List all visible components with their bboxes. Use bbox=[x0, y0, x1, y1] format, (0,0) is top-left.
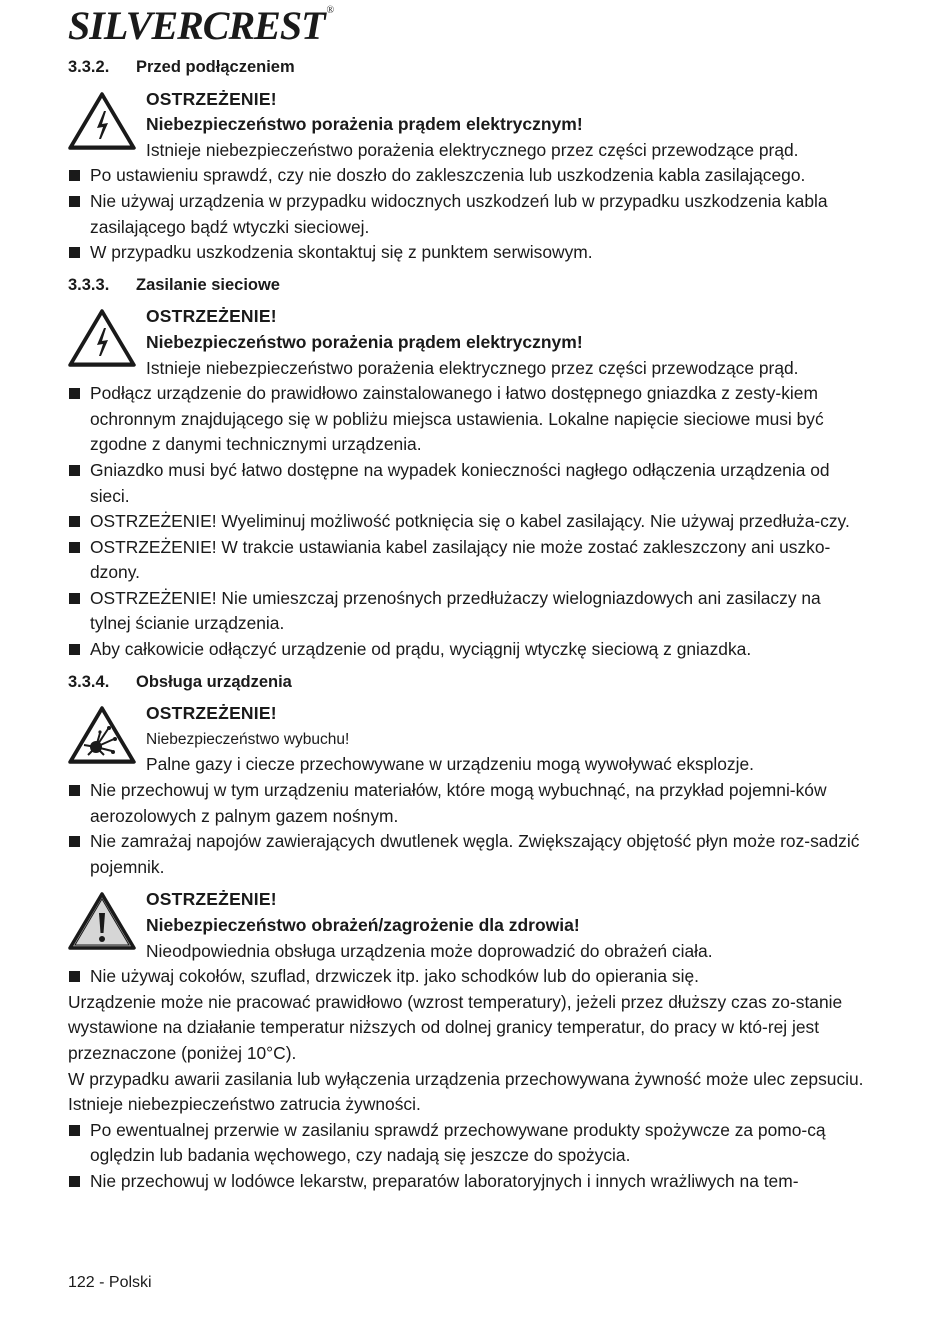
list-item: Gniazdko musi być łatwo dostępne na wypadek konieczności nagłego odłączenia urządzenia od sieci. bbox=[68, 458, 864, 509]
list-item: Nie używaj cokołów, szuflad, drzwiczek itp. jako schodków lub do opierania się. bbox=[68, 964, 864, 990]
electric-shock-warning-icon bbox=[68, 308, 136, 368]
warning-block bbox=[68, 701, 864, 778]
general-warning-icon bbox=[68, 891, 136, 951]
list-item: Nie przechowuj w tym urządzeniu materiałów, które mogą wybuchnąć, na przykład pojemni-ków aerozolowych z palnym gazem nośnym. bbox=[68, 778, 864, 829]
warning-title: OSTRZEŻENIE! bbox=[146, 703, 277, 724]
electric-shock-warning-icon bbox=[68, 91, 136, 151]
warning-text: Nieodpowiednia obsługa urządzenia może doprowadzić do obrażeń ciała. bbox=[146, 940, 713, 961]
list-item: Nie zamrażaj napojów zawierających dwutlenek węgla. Zwiększający objętość płyn może roz-sadzić pojemnik. bbox=[68, 829, 864, 880]
section-number: 3.3.4. bbox=[68, 672, 110, 691]
list-item: Nie przechowuj w lodówce lekarstw, preparatów laboratoryjnych i innych wrażliwych na tem- bbox=[68, 1169, 864, 1195]
bullet-list bbox=[68, 1118, 864, 1195]
explosion-warning-icon bbox=[68, 705, 136, 765]
warning-text: Istnieje niebezpieczeństwo porażenia elektrycznego przez części przewodzące prąd. bbox=[146, 357, 799, 378]
section-title: Przed podłączeniem bbox=[136, 58, 295, 76]
page-footer: 122 - Polski bbox=[68, 1274, 152, 1291]
paragraph: W przypadku awarii zasilania lub wyłączenia urządzenia przechowywana żywność może ulec zepsuciu. Istnieje niebezpieczeństwo zatrucia żywności. bbox=[68, 1068, 864, 1115]
paragraph: Urządzenie może nie pracować prawidłowo (wzrost temperatury), jeżeli przez dłuższy czas zo-stanie wystawione na działanie temperatur niższych od dolnej granicy temperatur, do pracy w któ-rej jest przeznaczone (poniżej 10°C). bbox=[68, 991, 843, 1063]
warning-block bbox=[68, 887, 864, 964]
list-item: Po ustawieniu sprawdź, czy nie doszło do zakleszczenia lub uszkodzenia kabla zasilającego. bbox=[68, 163, 864, 189]
warning-text: Istnieje niebezpieczeństwo porażenia elektrycznego przez części przewodzące prąd. bbox=[146, 139, 799, 160]
bullet-list bbox=[68, 163, 864, 265]
warning-subtitle: Niebezpieczeństwo porażenia prądem elektrycznym! bbox=[146, 114, 583, 135]
warning-block bbox=[68, 304, 864, 381]
section-title: Obsługa urządzenia bbox=[136, 672, 292, 691]
list-item: Podłącz urządzenie do prawidłowo zainstalowanego i łatwo dostępnego gniazdka z zesty-kiem ochronnym znajdującego się w pobliżu miejsca ustawienia. Lokalne napięcie sieciowe musi być zgodne z danymi technicznymi urządzenia. bbox=[68, 381, 864, 458]
warning-title: OSTRZEŻENIE! bbox=[146, 88, 277, 109]
warning-block bbox=[68, 87, 864, 164]
warning-subtitle: Niebezpieczeństwo porażenia prądem elektrycznym! bbox=[146, 331, 583, 352]
list-item: W przypadku uszkodzenia skontaktuj się z punktem serwisowym. bbox=[68, 240, 864, 266]
brand-logo-text: SILVERCREST bbox=[68, 3, 325, 48]
list-item: OSTRZEŻENIE! W trakcie ustawiania kabel zasilający nie może zostać zakleszczony ani uszko-dzony. bbox=[68, 535, 864, 586]
bullet-list bbox=[68, 778, 864, 880]
list-item: OSTRZEŻENIE! Nie umieszczaj przenośnych przedłużaczy wielogniazdowych ani zasilaczy na tylnej ścianie urządzenia. bbox=[68, 586, 864, 637]
document-body bbox=[68, 55, 864, 1195]
section-number: 3.3.2. bbox=[68, 58, 110, 76]
section-title: Zasilanie sieciowe bbox=[136, 275, 280, 294]
bullet-list bbox=[68, 964, 864, 990]
warning-title: OSTRZEŻENIE! bbox=[146, 889, 277, 910]
bullet-list bbox=[68, 381, 864, 663]
warning-title: OSTRZEŻENIE! bbox=[146, 306, 277, 327]
list-item: Aby całkowicie odłączyć urządzenie od prądu, wyciągnij wtyczkę sieciową z gniazdka. bbox=[68, 637, 864, 663]
warning-text: Palne gazy i ciecze przechowywane w urządzeniu mogą wywoływać eksplozje. bbox=[146, 754, 754, 775]
list-item: Nie używaj urządzenia w przypadku widocznych uszkodzeń lub w przypadku uszkodzenia kabla zasilającego bądź wtyczki sieciowej. bbox=[68, 189, 864, 240]
section-heading-3-3-4 bbox=[68, 670, 864, 696]
warning-subtitle: Niebezpieczeństwo obrażeń/zagrożenie dla zdrowia! bbox=[146, 915, 580, 935]
section-number: 3.3.3. bbox=[68, 275, 110, 294]
list-item: OSTRZEŻENIE! Wyeliminuj możliwość potknięcia się o kabel zasilający. Nie używaj przedłuża-czy. bbox=[68, 509, 864, 535]
registered-mark: ® bbox=[326, 5, 334, 16]
brand-logo bbox=[68, 3, 334, 48]
list-item: Po ewentualnej przerwie w zasilaniu sprawdź przechowywane produkty spożywcze za pomo-cą oględzin lub badania węchowego, czy nadają się jeszcze do spożycia. bbox=[68, 1118, 864, 1169]
section-heading-3-3-2 bbox=[68, 55, 864, 81]
section-heading-3-3-3 bbox=[68, 273, 864, 299]
warning-subtitle: Niebezpieczeństwo wybuchu! bbox=[146, 730, 350, 748]
